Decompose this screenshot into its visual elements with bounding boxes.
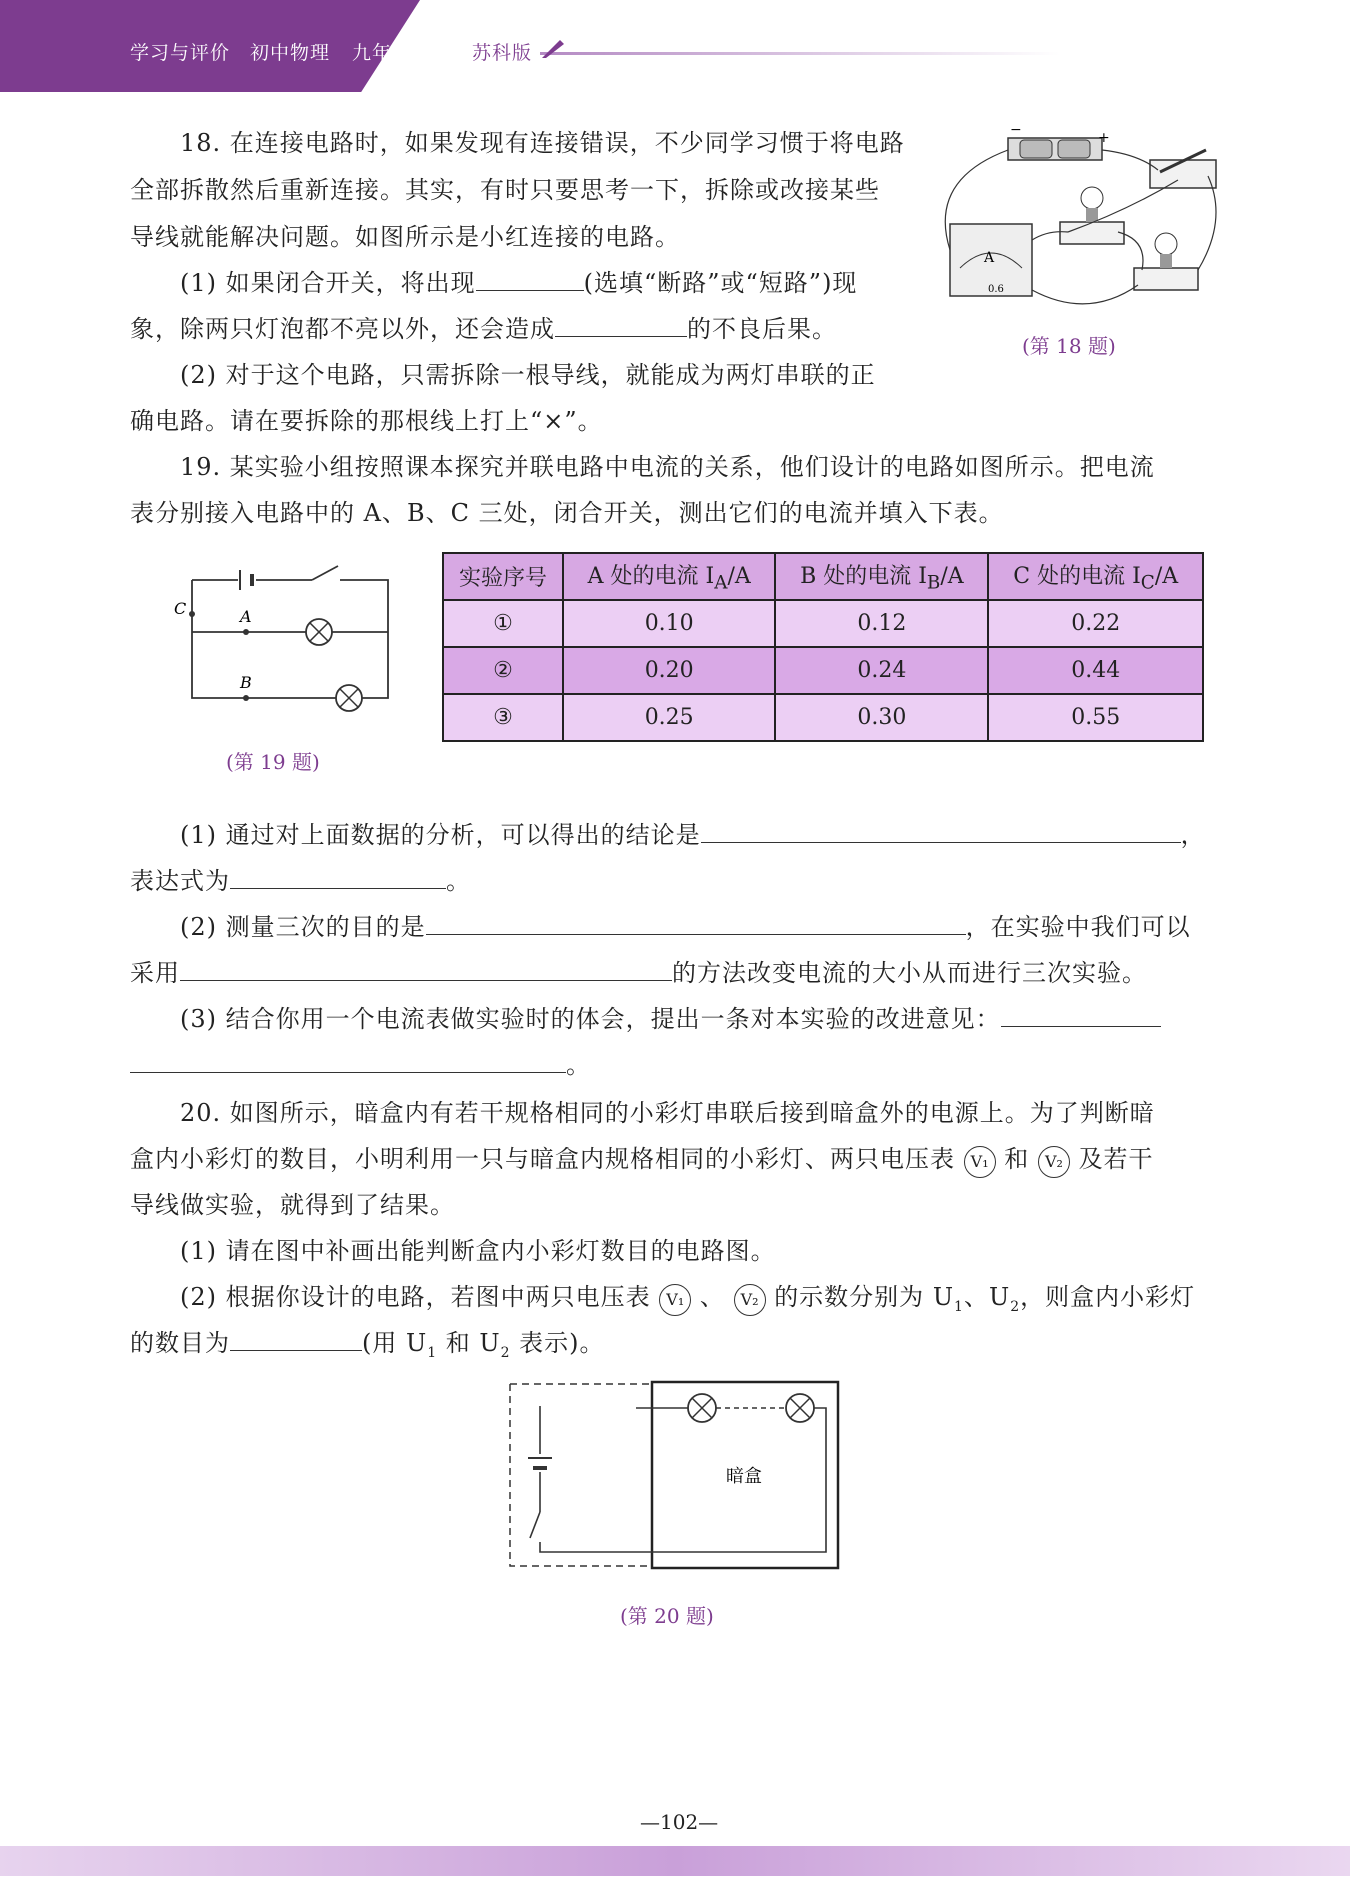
q19-line1: 19. 某实验小组按照课本探究并联电路中电流的关系，他们设计的电路如图所示。把电流: [180, 453, 1155, 481]
battery-plus-label: +: [1098, 130, 1110, 146]
table-header: 实验序号: [443, 553, 563, 600]
q18-line1: 18. 在连接电路时，如果发现有连接错误，不少同学习惯于将电路: [180, 129, 905, 157]
table-cell: 0.20: [563, 647, 775, 694]
dashed-frame: [510, 1384, 650, 1566]
q19-line2: 表分别接入电路中的 A、B、C 三处，闭合开关，测出它们的电流并填入下表。: [130, 499, 1004, 527]
footer-band: [0, 1846, 1350, 1876]
lamp-board-2: [1134, 268, 1198, 290]
table-cell: 0.30: [775, 694, 988, 741]
q20-wires: [540, 1406, 826, 1552]
q20-line1: 20. 如图所示，暗盒内有若干规格相同的小彩灯串联后接到暗盒外的电源上。为了判断暗: [180, 1099, 1155, 1127]
table-cell: 0.22: [988, 600, 1203, 647]
table-cell: 0.25: [563, 694, 775, 741]
table-header: C 处的电流 $I_C/A$: [988, 553, 1203, 600]
voltmeter-v1-symbol: V₁: [964, 1146, 996, 1178]
table-header: A 处的电流 $I_A/A$: [563, 553, 775, 600]
table-cell: 0.55: [988, 694, 1203, 741]
q20-part2-line2: 的数目为 (用 $U_1$ 和 $U_2$ 表示)。: [130, 1329, 605, 1361]
pen-icon: [540, 36, 566, 60]
table-row: [443, 600, 1203, 647]
label-c: C: [174, 599, 187, 618]
page-number: —102—: [640, 1810, 719, 1834]
q19-s1-line2: 表达式为 。: [130, 867, 471, 895]
label-a: A: [240, 607, 252, 626]
q19-caption: (第 19 题): [226, 750, 320, 774]
node-c: [189, 611, 195, 617]
q18-part2-line2: 确电路。请在要拆除的那根线上打上“×”。: [130, 407, 603, 435]
lamp-board-1: [1060, 222, 1124, 244]
q19-s1-line1: (1) 通过对上面数据的分析，可以得出的结论是 ，: [180, 821, 1206, 849]
q19-s3-line2: 。: [130, 1050, 591, 1080]
q19-blank-1[interactable]: [701, 820, 1181, 843]
lamp-holder-2: [1160, 254, 1172, 268]
header-rule: [540, 52, 1060, 55]
q19-s2-line1: (2) 测量三次的目的是 ，在实验中我们可以: [180, 913, 1191, 941]
header-subject: 初中物理: [250, 42, 331, 64]
q19-wires: [192, 580, 388, 698]
q19-blank-3[interactable]: [426, 912, 966, 935]
header-book: 学习与评价: [130, 42, 231, 64]
table-cell: 0.12: [775, 600, 988, 647]
table-header-row: [443, 553, 1203, 600]
q18-line2: 全部拆散然后重新连接。其实，有时只要思考一下，拆除或改接某些: [130, 176, 880, 204]
q20-circuit-figure: [500, 1376, 850, 1582]
q19-blank-4[interactable]: [180, 958, 672, 981]
lamp-bulb-2: [1155, 233, 1177, 255]
q18-part2-line1: (2) 对于这个电路，只需拆除一根导线，就能成为两灯串联的正: [180, 361, 876, 389]
table-row: [443, 694, 1203, 741]
node-b: [243, 695, 249, 701]
q18-part1-line2: 象，除两只灯泡都不亮以外，还会造成 的不良后果。: [130, 315, 837, 343]
q20-line2: 盒内小彩灯的数目，小明利用一只与暗盒内规格相同的小彩灯、两只电压表 V₁ 和 V₂ 及若干: [130, 1144, 1154, 1178]
q20-switch: [530, 1512, 540, 1538]
lamp-bulb-1: [1081, 187, 1103, 209]
label-b: B: [240, 673, 252, 692]
q18-blank-1[interactable]: [476, 268, 584, 291]
q20-line3: 导线做实验，就得到了结果。: [130, 1191, 455, 1219]
table-cell: ③: [443, 694, 563, 741]
q20-part1: (1) 请在图中补画出能判断盒内小彩灯数目的电路图。: [180, 1237, 776, 1265]
q20-part2-line1: (2) 根据你设计的电路，若图中两只电压表 V₁ 、 V₂ 的示数分别为 $U_1$、$U_2$，则盒内小彩灯: [180, 1283, 1196, 1315]
table-header: B 处的电流 $I_B/A$: [775, 553, 988, 600]
q19-blank-2[interactable]: [230, 866, 446, 889]
voltmeter-v1-symbol: V₁: [659, 1284, 691, 1316]
q18-part1-line1: (1) 如果闭合开关，将出现 (选填“断路”或“短路”)现: [180, 269, 858, 297]
table-row: [443, 647, 1203, 694]
dark-box-label: 暗盒: [726, 1466, 762, 1487]
voltmeter-v2-symbol: V₂: [1038, 1146, 1070, 1178]
lamp-holder-1: [1086, 208, 1098, 222]
header-grade: 九年级上册: [352, 42, 453, 64]
voltmeter-v2-symbol: V₂: [734, 1284, 766, 1316]
q19-blank-6[interactable]: [130, 1050, 566, 1073]
table-cell: ②: [443, 647, 563, 694]
battery-minus-label: −: [1010, 122, 1022, 138]
q19-blank-5[interactable]: [1001, 1004, 1161, 1027]
q20-caption: (第 20 题): [620, 1604, 714, 1628]
open-switch: [312, 566, 338, 580]
table-cell: 0.24: [775, 647, 988, 694]
battery-cell-1: [1020, 140, 1052, 158]
q19-s3-line1: (3) 结合你用一个电流表做实验时的体会，提出一条对本实验的改进意见：: [180, 1004, 1161, 1034]
ammeter-range-label: 0.6: [988, 284, 1004, 295]
knife-switch: [1150, 160, 1216, 188]
q19-circuit-figure: [170, 560, 402, 730]
ammeter-letter: A: [984, 250, 995, 266]
q18-line3: 导线就能解决问题。如图所示是小红连接的电路。: [130, 223, 680, 251]
header-edition: 苏科版: [472, 42, 533, 64]
node-a: [243, 629, 249, 635]
table-cell: 0.44: [988, 647, 1203, 694]
table-cell: 0.10: [563, 600, 775, 647]
q18-circuit-figure: [928, 120, 1230, 320]
table-cell: ①: [443, 600, 563, 647]
q18-blank-2[interactable]: [555, 314, 687, 337]
battery-cell-2: [1058, 140, 1090, 158]
q18-caption: (第 18 题): [1022, 334, 1116, 358]
q19-data-table: [442, 552, 1204, 742]
q20-blank-1[interactable]: [230, 1328, 362, 1351]
q19-s2-line2: 采用 的方法改变电流的大小从而进行三次实验。: [130, 959, 1147, 987]
